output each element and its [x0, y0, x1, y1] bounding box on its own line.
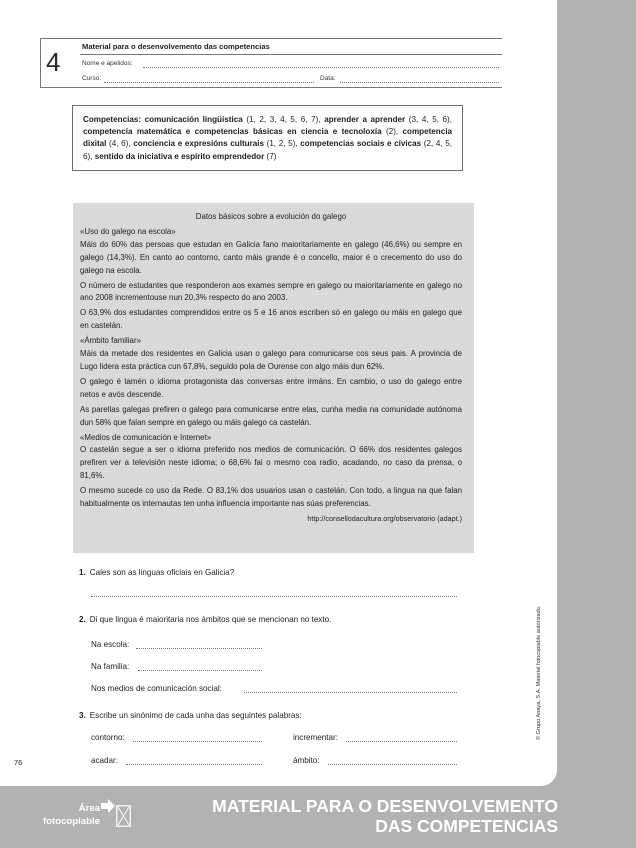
section-title: «Medios de comunicación e Internet» [80, 432, 212, 442]
competency-name: conciencia e expresións culturais [133, 139, 265, 149]
answer-line-media[interactable] [244, 692, 457, 693]
name-label: Nome e apelidos: [82, 60, 133, 67]
question-text: Cales son as linguas oficiais en Galicia? [89, 568, 235, 577]
answer-line-ambito[interactable] [328, 764, 457, 765]
footer-title-line: DAS COMPETENCIAS [375, 816, 558, 836]
word-ambito: ámbito: [293, 756, 320, 765]
paragraph: O castelán segue a ser o idioma preferido nos medios de comunicación. O 66% dos residentes galegos prefiren ver a televisión neste idioma; o 68,6% fai o mesmo coa radio, acadando, no caso da prensa, o 81,6%. [80, 445, 462, 481]
course-label: Curso: [82, 75, 102, 82]
competency-name: sentido da iniciativa e espírito emprendedor [94, 151, 265, 161]
family-label: Na familia: [91, 662, 130, 671]
header-divider [80, 54, 502, 55]
competency-refs: (2, 4, 5, 6), [83, 139, 453, 161]
question-number: 2. [79, 615, 86, 624]
question-number: 3. [79, 711, 86, 720]
reading-text [80, 211, 462, 526]
name-field[interactable] [143, 67, 499, 68]
competency-refs: (1, 2, 3, 4, 5, 6, 7), [246, 115, 321, 124]
question-2 [79, 615, 331, 624]
school-label: Na escola: [91, 640, 130, 649]
question-number: 1. [79, 568, 86, 577]
paragraph: O 63,9% dos estudantes comprendidos entre os 5 e 16 anos escriben só en galego ou máis en galego que en castelán. [80, 308, 462, 331]
course-field[interactable] [104, 82, 314, 83]
competency-refs: (4, 6), [109, 139, 131, 149]
photocopiable-area-label [30, 802, 100, 828]
competency-refs: (3, 4, 5, 6), [408, 115, 453, 124]
question-text: Escribe un sinónimo de cada unha das seguintes palabras: [89, 711, 302, 720]
competency-refs: (7) [266, 151, 277, 161]
answer-line-contorno[interactable] [133, 741, 262, 742]
competencies-lead: Competencias: [83, 115, 142, 124]
paragraph: Máis da metade dos residentes en Galicia usan o galego para comunicarse cos seus pais. A provincia de Lugo lidera esta práctica cun 67,8%, seguido pola de Ourense con algo máis dun 62%. [80, 349, 462, 371]
paragraph: Máis do 60% das persoas que estudan en Galicia fano maioritariamente en galego (46,6%) ou sempre en galego (14,3%). En canto ao contorno, canto máis grande é o concello, maior é o crecemento do uso do galego na escola. [80, 239, 462, 275]
answer-line-q1[interactable] [91, 596, 457, 597]
competencies-box [72, 105, 463, 171]
page-number: 76 [14, 758, 23, 767]
footer-title [212, 796, 558, 836]
area-label-line: fotocopiable [42, 816, 100, 827]
word-contorno: contorno: [91, 733, 125, 742]
section-title: «Ámbito familiar» [80, 336, 141, 346]
answer-line-family[interactable] [138, 670, 262, 671]
competency-name: competencia matemática e competencias básicas en ciencia e tecnoloxía [83, 127, 382, 137]
media-label: Nos medios de comunicación social: [91, 684, 222, 693]
arrow-right-icon [101, 799, 115, 813]
word-acadar: acadar: [91, 756, 118, 765]
answer-line-acadar[interactable] [126, 764, 262, 765]
competency-name: competencia dixital [83, 127, 452, 149]
area-label-line: Área [78, 803, 100, 814]
section-title: «Uso do galego na escola» [80, 226, 176, 236]
answer-line-school[interactable] [136, 648, 262, 649]
source-citation: http://consellodacultura.org/observatorio (adapt.) [307, 513, 462, 523]
question-3 [79, 711, 302, 720]
question-text: Di que lingua é maioritaria nos ámbitos que se mencionan no texto. [89, 615, 332, 624]
footer-title-line: MATERIAL PARA O DESENVOLVEMENTO [212, 796, 558, 816]
paragraph: As parellas galegas prefiren o galego para comunicarse entre elas, cunha media na comunidade autónoma dun 58% que falan sempre en galego ou máis galego ca castelán. [80, 404, 462, 427]
paragraph: O galego é tamén o idioma protagonista das conversas entre irmáns. En cambio, o uso do galego entre netos e avós descende. [80, 376, 462, 399]
competency-name: comunicación lingüística [144, 115, 243, 124]
competency-refs: (2), [386, 127, 399, 137]
header-title: Material para o desenvolvemento das competencias [82, 42, 270, 51]
reading-title: Datos básicos sobre a evolución do galego [195, 212, 347, 221]
word-incrementar: incrementar: [293, 733, 338, 742]
date-label: Data: [320, 75, 336, 82]
question-1 [79, 568, 234, 577]
copyright-note: © Grupo Anaya, S.A. Material fotocopiable autorizado. [536, 605, 542, 740]
date-field[interactable] [340, 82, 499, 83]
competency-name: competencias sociais e cívicas [300, 139, 422, 149]
unit-number: 4 [46, 47, 61, 77]
paragraph: O número de estudantes que responderon aos exames sempre en galego ou maioritariamente en galego no ano 2008 incrementouse nun 20,3% respecto do ano 2003. [80, 280, 462, 303]
photocopy-icon [116, 805, 131, 827]
competency-refs: (1, 2, 5), [266, 139, 298, 149]
answer-line-incrementar[interactable] [346, 741, 457, 742]
paragraph: O mesmo sucede co uso da Rede. O 83,1% dos usuarios usan o castelán. Con todo, a lingua na que falan habitualmente os internautas ten unha influencia importante nas súas preferencias. [80, 486, 462, 509]
competency-name: aprender a aprender [324, 115, 406, 124]
